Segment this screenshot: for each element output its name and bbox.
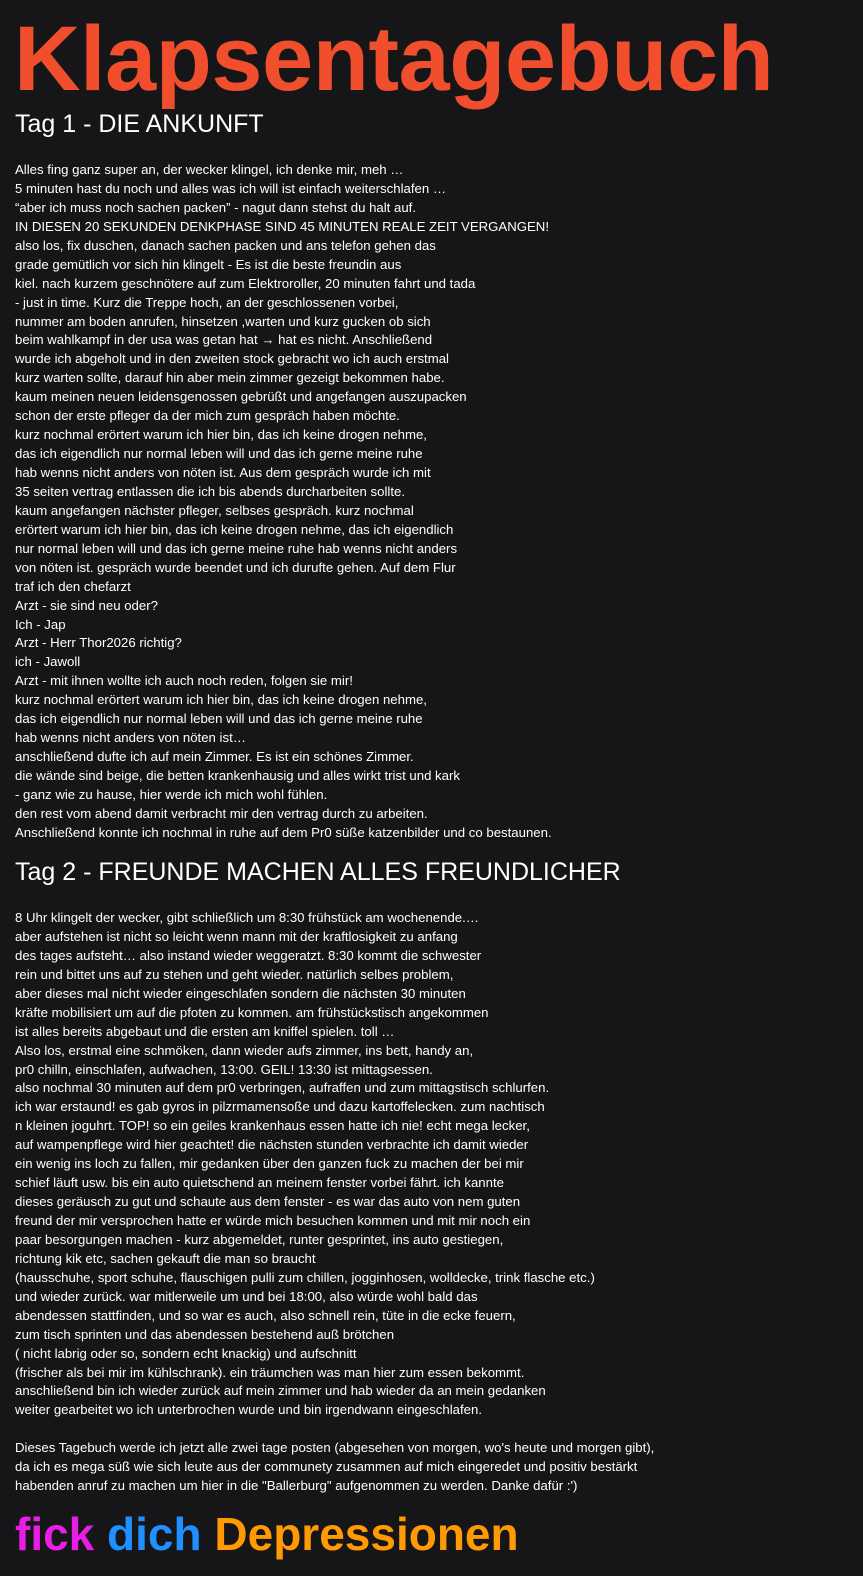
day1-text-line: “aber ich muss noch sachen packen” - nagut dann stehst du halt auf.: [15, 199, 416, 215]
day-2-heading: Tag 2 - FREUNDE MACHEN ALLES FREUNDLICHER: [15, 858, 621, 886]
day2-text-line: abendessen stattfinden, und so war es auch, also schnell rein, tüte in die ecke feuern,: [15, 1307, 516, 1323]
day1-text-line: Ich - Jap: [15, 616, 66, 632]
day1-text-line: Arzt - Herr Thor2026 richtig?: [15, 635, 182, 651]
day1-text-line: ich - Jawoll: [15, 654, 81, 670]
day1-text-line: wurde ich abgeholt und in den zweiten stock gebracht wo ich auch erstmal: [15, 351, 449, 367]
day2-text-line: [15, 1420, 654, 1439]
day1-text-line: Alles fing ganz super an, der wecker klingel, ich denke mir, meh …: [15, 162, 404, 177]
day1-text-line: IN DIESEN 20 SEKUNDEN DENKPHASE SIND 45 MINUTEN REALE ZEIT VERGANGEN!: [15, 218, 549, 234]
day2-text-line: kräfte mobilisiert um auf die pfoten zu kommen. am frühstückstisch angekommen: [15, 1004, 489, 1020]
day2-text-line: freund der mir versprochen hatte er würde mich besuchen kommen und mit mir noch ein: [15, 1213, 531, 1228]
day-2-text: [15, 909, 654, 1496]
day1-text-line: schon der erste pfleger da der mich zum gespräch haben möchte.: [15, 408, 400, 424]
day2-text-line: auf wampenpflege wird hier geachtet! die nächsten stunden verbrachte ich damit wieder: [15, 1137, 529, 1153]
day1-text-line: traf ich den chefarzt: [15, 578, 131, 594]
day1-text-line: kaum angefangen nächster pfleger, selbses gespräch. kurz nochmal: [15, 502, 414, 518]
day1-text-line: nummer am boden anrufen, hinsetzen ,warten und kurz gucken ob sich: [15, 313, 431, 329]
day2-text-line: anschließend bin ich wieder zurück auf mein zimmer und hab wieder da an mein gedanken: [15, 1383, 546, 1399]
day1-text-line: kurz nochmal erörtert warum ich hier bin, das ich keine drogen nehme,: [15, 692, 427, 708]
day2-text-line: da ich es mega süß wie sich leute aus der communety zusammen auf mich eingeredet und positiv bestärkt: [15, 1459, 638, 1475]
day2-text-line: richtung kik etc, sachen gekauft die man so braucht: [15, 1250, 316, 1266]
day1-text-line: Arzt - sie sind neu oder?: [15, 597, 158, 613]
day2-text-line: aber dieses mal nicht wieder eingeschlafen sondern die nächsten 30 minuten: [15, 985, 466, 1001]
day1-text-line: Arzt - mit ihnen wollte ich auch noch reden, folgen sie mir!: [15, 673, 353, 689]
day2-text-line: (frischer als bei mir im kühlschrank). ein träumchen was man hier zum essen bekommt.: [15, 1364, 525, 1380]
day1-text-line: von nöten ist. gespräch wurde beendet und ich durufte gehen. Auf dem Flur: [15, 559, 456, 575]
day2-text-line: Dieses Tagebuch werde ich jetzt alle zwei tage posten (abgesehen von morgen, wo's heute und morgen gibt),: [15, 1440, 655, 1456]
day1-text-line: beim wahlkampf in der usa was getan hat → hat es nicht. Anschließend: [15, 332, 433, 348]
day1-text-line: hab wenns nicht anders von nöten ist. Aus dem gespräch wurde ich mit: [15, 465, 431, 480]
day2-text-line: (hausschuhe, sport schuhe, flauschigen pulli zum chillen, jogginhosen, wolldecke, trink flasche etc.): [15, 1269, 595, 1285]
day-1-text: [15, 161, 552, 843]
day2-text-line: pr0 chilln, einschlafen, aufwachen, 13:00. GEIL! 13:30 ist mittagsessen.: [15, 1061, 433, 1077]
day2-text-line: ein wenig ins loch zu fallen, mir gedanken über den ganzen fuck zu machen der bei mir: [15, 1156, 524, 1172]
day2-text-line: also nochmal 30 minuten auf dem pr0 verbringen, aufraffen und zum mittagstisch schlurfen.: [15, 1080, 550, 1096]
day2-text-line: ( nicht labrig oder so, sondern echt knackig) und aufschnitt: [15, 1345, 357, 1361]
day1-text-line: grade gemütlich vor sich hin klingelt - Es ist die beste freundin aus: [15, 256, 402, 272]
day2-text-line: und wieder zurück. war mitlerweile um und bei 18:00, also würde wohl bald das: [15, 1288, 478, 1304]
day1-text-line: kurz nochmal erörtert warum ich hier bin, das ich keine drogen nehme,: [15, 427, 427, 443]
day1-text-line: hab wenns nicht anders von nöten ist…: [15, 730, 246, 746]
day2-text-line: aber aufstehen ist nicht so leicht wenn mann mit der kraftlosigkeit zu anfang: [15, 928, 458, 944]
footer-word-3: Depressionen: [214, 1508, 519, 1560]
day1-text-line: anschließend dufte ich auf mein Zimmer. Es ist ein schönes Zimmer.: [15, 749, 414, 765]
day1-text-line: - ganz wie zu hause, hier werde ich mich wohl fühlen.: [15, 786, 328, 802]
day-1-heading: Tag 1 - DIE ANKUNFT: [15, 110, 264, 138]
day2-text-line: zum tisch sprinten und das abendessen bestehend auß brötchen: [15, 1326, 395, 1342]
day2-text-line: ich war erstaund! es gab gyros in pilzrmamensoße und dazu kartoffelecken. zum nachtisch: [15, 1099, 545, 1115]
day1-text-line: Anschließend konnte ich nochmal in ruhe auf dem Pr0 süße katzenbilder und co bestaunen.: [15, 824, 552, 840]
day2-text-line: paar besorgungen machen - kurz abgemeldet, runter gesprintet, ins auto gestiegen,: [15, 1231, 504, 1247]
day1-text-line: 35 seiten vertrag entlassen die ich bis abends durcharbeiten sollte.: [15, 483, 406, 499]
day2-text-line: rein und bittet uns auf zu stehen und geht wieder. natürlich selbes problem,: [15, 966, 454, 982]
day2-text-line: des tages aufsteht… also instand wieder weggeratzt. 8:30 kommt die schwester: [15, 947, 482, 963]
footer-slogan: [15, 1506, 519, 1562]
footer-word-2: dich: [107, 1508, 202, 1560]
footer-word-1: fick: [15, 1508, 95, 1560]
day2-text-line: schief läuft usw. bis ein auto quietschend an meinem fenster vorbei fährt. ich kannte: [15, 1175, 504, 1191]
day1-text-line: erörtert warum ich hier bin, das ich keine drogen nehme, das ich eigendlich: [15, 521, 454, 537]
day2-text-line: Also los, erstmal eine schmöken, dann wieder aufs zimmer, ins bett, handy an,: [15, 1042, 474, 1058]
day2-text-line: dieses geräusch zu gut und schaute aus dem fenster - es war das auto von nem guten: [15, 1194, 521, 1210]
day2-text-line: habenden anruf zu machen um hier in die "Ballerburg" aufgenommen zu werden. Danke dafür :'): [15, 1478, 578, 1494]
day1-text-line: nur normal leben will und das ich gerne meine ruhe hab wenns nicht anders: [15, 540, 458, 556]
day1-text-line: kaum meinen neuen leidensgenossen gebrüßt und angefangen auszupacken: [15, 389, 467, 405]
day1-text-line: den rest vom abend damit verbracht mir den vertrag durch zu arbeiten.: [15, 805, 428, 821]
day1-text-line: das ich eigendlich nur normal leben will und das ich gerne meine ruhe: [15, 446, 423, 462]
day2-text-line: ist alles bereits abgebaut und die ersten am kniffel spielen. toll …: [15, 1023, 395, 1039]
day2-text-line: weiter gearbeitet wo ich unterbrochen wurde und bin irgendwann eingeschlafen.: [15, 1402, 482, 1418]
day1-text-line: das ich eigendlich nur normal leben will und das ich gerne meine ruhe: [15, 711, 423, 727]
day2-text-line: n kleinen joguhrt. TOP! so ein geiles krankenhaus essen hatte ich nie! echt mega lecker,: [15, 1118, 530, 1134]
day1-text-line: kurz warten sollte, darauf hin aber mein zimmer gezeigt bekommen habe.: [15, 370, 445, 386]
day1-text-line: - just in time. Kurz die Treppe hoch, an der geschlossenen vorbei,: [15, 294, 399, 310]
page-title: Klapsentagebuch: [14, 8, 774, 110]
day1-text-line: kiel. nach kurzem geschnötere auf zum Elektroroller, 20 minuten fahrt und tada: [15, 275, 476, 291]
day2-text-line: 8 Uhr klingelt der wecker, gibt schließlich um 8:30 frühstück am wochenende.…: [15, 910, 479, 925]
day1-text-line: die wände sind beige, die betten krankenhausig und alles wirkt trist und kark: [15, 768, 460, 783]
day1-text-line: 5 minuten hast du noch und alles was ich will ist einfach weiterschlafen …: [15, 180, 447, 196]
day1-text-line: also los, fix duschen, danach sachen packen und ans telefon gehen das: [15, 237, 436, 253]
